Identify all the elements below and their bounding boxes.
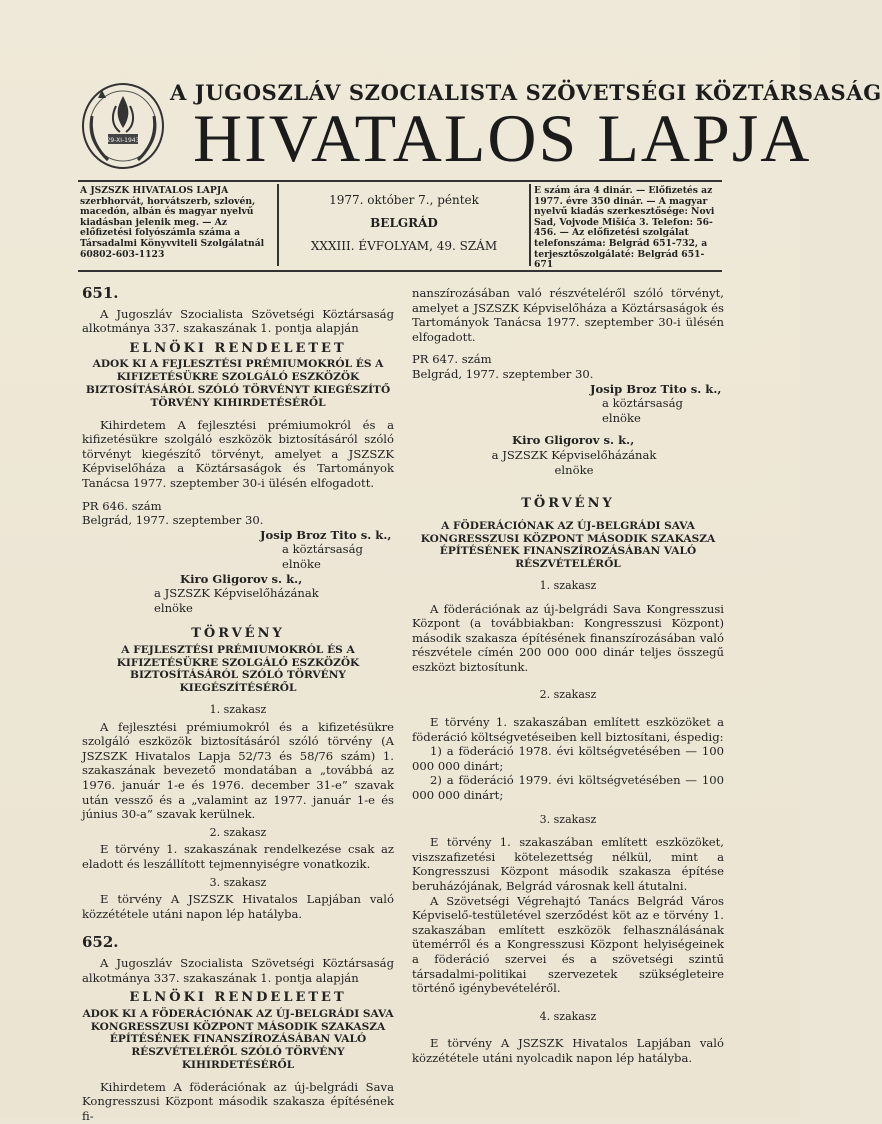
place-date: Belgrád, 1977. szeptember 30. [82,513,264,528]
issue-number: XXXIII. ÉVFOLYAM, 49. SZÁM [310,239,498,253]
left-column [82,286,394,1124]
publication-title: HIVATALOS LAPJA [193,100,812,176]
budget-item: 1) a föderáció 1978. évi költségvetésében — 100 000 000 dinárt; [412,744,724,773]
section-text: A fejlesztési prémiumokról és a kifizetésükre szolgáló eszközök biztosításáról szóló törvény (A JSZSZK Hivatalos Lapja 52/73 és 58/76 szám) 1. szakaszának bevezető mondatában a „továbbá az 1976. január 1-e és 1976. december 31-e” szavak után vessző és a „valamint az 1977. január 1-e és június 30-a” szavak kerülnek. [82,719,394,822]
section-text: E törvény A JSZSZK Hivatalos Lapjában való közzététele utáni nyolcadik napon lép hatályba. [412,1036,724,1065]
right-column [412,286,724,1066]
masthead-issue-info [282,186,526,266]
issue-date: 1977. október 7., péntek [329,193,479,207]
decree-subject: ADOK KI A FÖDERÁCIÓNAK AZ ÚJ-BELGRÁDI SAVA KONGRESSZUSI KÖZPONT MÁSODIK SZAKASZA ÉPÍTÉSÉNEK FINANSZÍROZÁSÁBAN VALÓ RÉSZVÉTELÉRŐL SZÓLÓ TÖRVÉNY KIHIRDETÉSÉRŐL [82,1007,394,1071]
masthead-divider [277,184,279,266]
section-heading: 4. szakasz [539,1009,597,1023]
issue-city: BELGRÁD [370,216,438,230]
decree-body: Kihirdetem A fejlesztési prémiumokról és a kifizetésükre szolgáló eszközök biztosításáról szóló törvényt kiegészítő törvényt, amelyet a JSZSZK Képviselőháza a Köztársaságok és Tartományok Tanácsa 1977. szeptember 30-i ülésén elfogadott. [82,417,394,490]
law-subject: A FEJLESZTÉSI PRÉMIUMOKRÓL ÉS A KIFIZETÉSÜKRE SZOLGÁLÓ ESZKÖZÖK BIZTOSÍTÁSÁRÓL SZÓLÓ TÖRVÉNY KIEGÉSZÍTÉSÉRŐL [116,643,360,695]
pr-number: PR 647. szám [412,352,492,367]
section-heading: 2. szakasz [539,688,597,702]
section-heading: 3. szakasz [539,812,597,826]
signatory-name: Josip Broz Tito s. k., [260,527,392,542]
section-heading: 1. szakasz [539,578,597,592]
section-heading: 1. szakasz [209,703,267,717]
decree-number: 651. [82,284,119,302]
decree-heading: ELNÖKI RENDELETET [129,990,347,1006]
section-text: A Szövetségi Végrehajtó Tanács Belgrád Város Képviselő-testületével szerződést köt az e törvény 1. szakaszában említett eszközök felhasználásának ütemérről és a Kongresszusi Központ helyiségeinek a föderáció szervei és a szövetségi szintű társadalmi-politikai szervezetek szükségleteire történő igénybevételéről. [412,893,724,996]
pr-number: PR 646. szám [82,498,162,513]
state-emblem-icon [78,76,168,172]
decree-subject: ADOK KI A FEJLESZTÉSI PRÉMIUMOKRÓL ÉS A KIFIZETÉSÜKRE SZOLGÁLÓ ESZKÖZÖK BIZTOSÍTÁSÁRÓL SZÓLÓ TÖRVÉNYT KIEGÉSZÍTŐ TÖRVÉNY KIHIRDETÉSÉRŐL [85,358,391,409]
emblem-date: 29-XI-1943 [106,137,140,144]
section-text: E törvény A JSZSZK Hivatalos Lapjában való közzététele utáni napon lép hatályba. [82,892,394,921]
signatory-role: a JSZSZK Képviselőházának elnöke [491,447,657,477]
signatory-name: Kiro Gligorov s. k., [180,571,303,586]
law-heading: TÖRVÉNY [521,496,615,512]
masthead-subscription-info: A JSZSZK HIVATALOS LAPJA szerbhorvát, horvátszerb, szlovén, macedón, albán és magyar nyelvű kiadásban jelenik meg. — Az előfizetési folyószámla száma a Társadalmi Könyvviteli Szolgálatnál 60802-603-1123 [80,185,265,260]
section-text: E törvény 1. szakaszának rendelkezése csak az eladott és leszállított tejmennyiségre vonatkozik. [82,842,394,871]
decree-intro: A Jugoszláv Szocialista Szövetségi Köztársaság alkotmánya 337. szakaszának 1. pontja alapján [82,955,394,985]
place-date: Belgrád, 1977. szeptember 30. [412,366,594,381]
masthead-divider [529,184,531,266]
law-heading: TÖRVÉNY [191,626,285,642]
section-heading: 2. szakasz [209,825,267,839]
signatory-role: a köztársaság elnöke [602,396,683,425]
decree-intro: A Jugoszláv Szocialista Szövetségi Köztársaság alkotmánya 337. szakaszának 1. pontja alapján [82,306,394,336]
masthead-price-info: E szám ára 4 dinár. — Előfizetés az 1977. évre 350 dinár. — A magyar nyelvű kiadás szerkesztősége: Novi Sad, Vojvode Mišića 3. Telefon: 56-456. — Az előfizetési szolgálat telefonszáma: Belgrád 651-732, a terjesztőszolgálaté: Belgrád 651-671 [534,185,715,271]
signatory-role: a köztársaság elnöke [282,542,363,571]
section-text: E törvény 1. szakaszában említett eszközöket a föderáció költségvetéseiben kell biztosítani, éspedig: [412,715,724,744]
masthead-bottom-rule [78,270,722,272]
signatory-name: Kiro Gligorov s. k., [512,433,635,448]
section-text: A föderációnak az új-belgrádi Sava Kongresszusi Központ (a továbbiakban: Kongresszusi Központ) második szakasza építésének finanszírozásában való részvétele címén 200 000 000 dinár teljes összegű eszközt biztosítunk. [412,601,724,674]
law-subject: A FÖDERÁCIÓNAK AZ ÚJ-BELGRÁDI SAVA KONGRESSZUSI KÖZPONT MÁSODIK SZAKASZA ÉPÍTÉSÉNEK FINANSZÍROZÁSÁBAN VALÓ RÉSZVÉTELÉRŐL [420,519,716,571]
signatory-name: Josip Broz Tito s. k., [590,381,722,396]
decree-number: 652. [82,933,119,952]
decree-body: Kihirdetem A föderációnak az új-belgrádi Sava Kongresszusi Központ második szakasza építésének fi- [82,1079,394,1123]
section-heading: 3. szakasz [209,875,267,889]
decree-body-continued: nanszírozásában való részvételéről szóló törvényt, amelyet a JSZSZK Képviselőháza a Köztársaságok és Tartományok Tanácsa 1977. szeptember 30-i ülésén elfogadott. [412,286,724,344]
budget-item: 2) a föderáció 1979. évi költségvetésében — 100 000 000 dinárt; [412,773,724,803]
signatory-role: a JSZSZK Képviselőházának elnöke [154,586,319,615]
section-text: E törvény 1. szakaszában említett eszközöket, viszszafizetési kötelezettség nélkül, mint a Kongresszusi Központ második szakasza építése beruházójának, Belgrád városnak kell átutalni. [412,835,724,893]
masthead-top-rule [78,180,722,182]
decree-heading: ELNÖKI RENDELETET [129,340,347,356]
publication-supertitle: A JUGOSZLÁV SZOCIALISTA SZÖVETSÉGI KÖZTÁRSASÁG [170,80,882,105]
